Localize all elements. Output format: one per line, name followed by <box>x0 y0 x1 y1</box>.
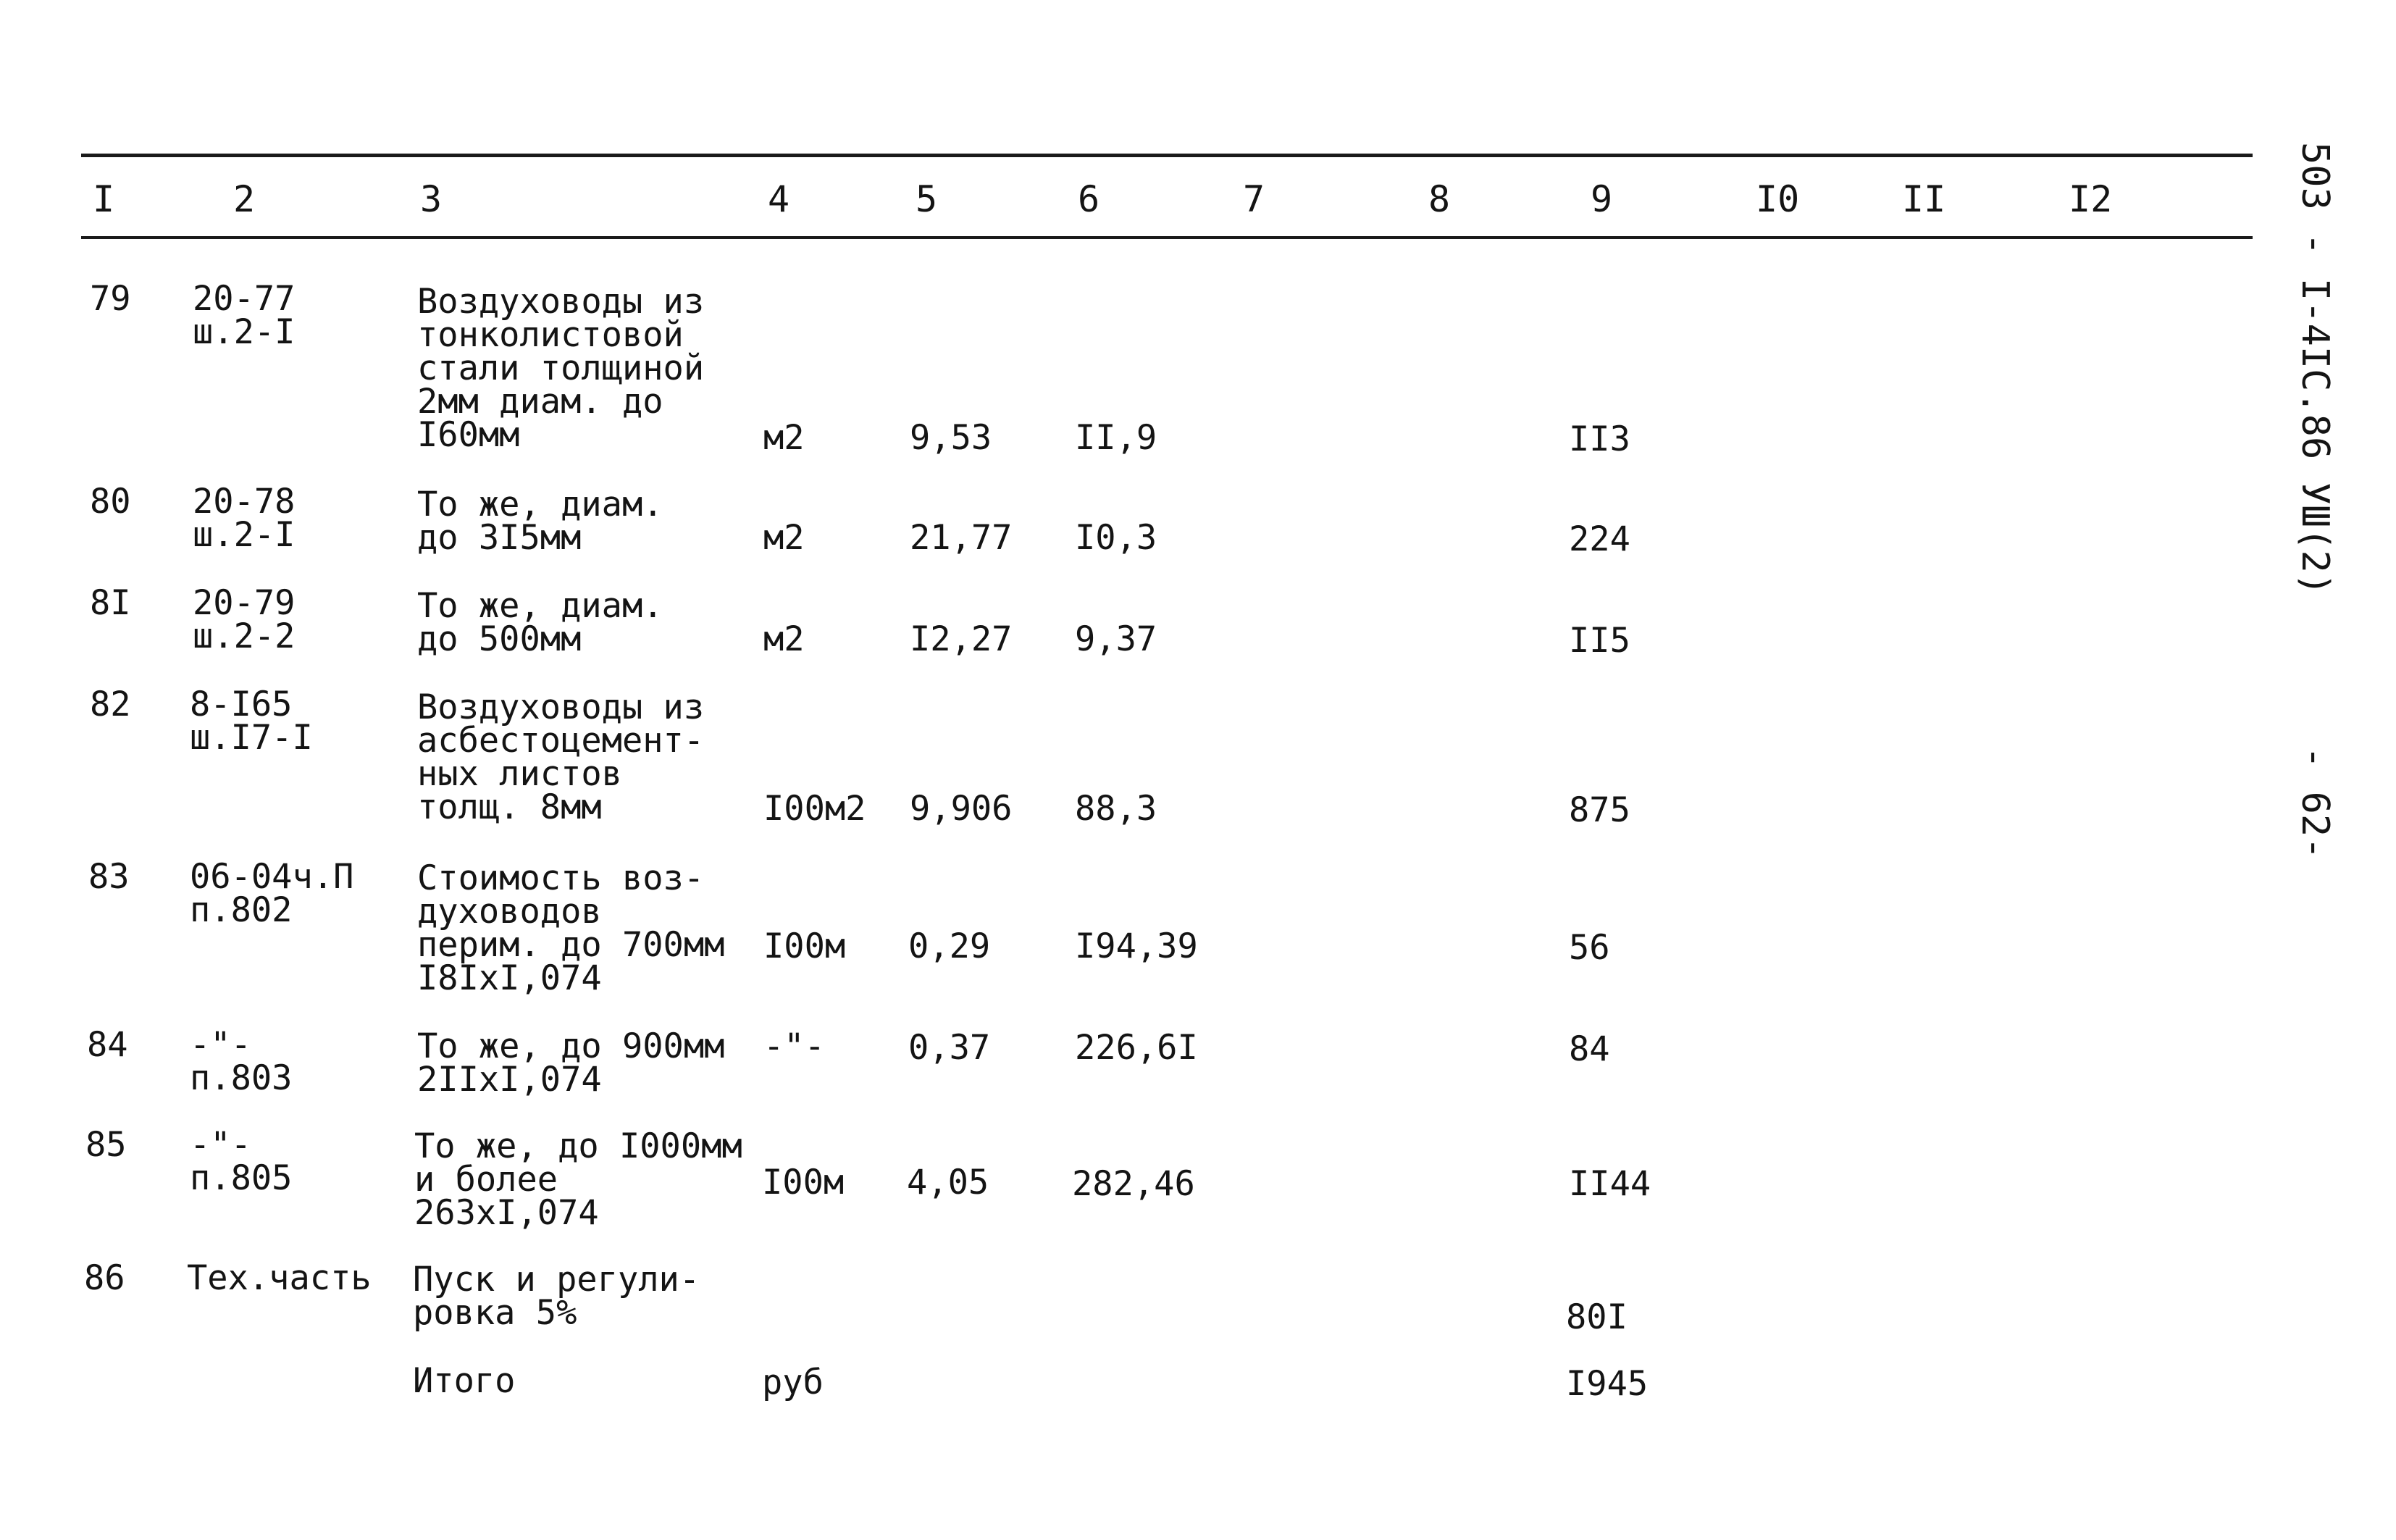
item-name: асбестоцемент- <box>417 721 705 761</box>
unit: м2 <box>763 619 805 659</box>
norm-code: 06-04ч.П <box>190 857 354 897</box>
item-name: I60мм <box>417 415 520 455</box>
row-number: 80 <box>90 482 131 522</box>
unit-price: 88,3 <box>1075 789 1157 829</box>
column-header-11: II <box>1902 178 1946 220</box>
unit-price: 282,46 <box>1072 1164 1195 1204</box>
total-cost: 84 <box>1569 1029 1610 1069</box>
row-number: 82 <box>90 685 131 724</box>
total-cost: II3 <box>1569 419 1630 459</box>
norm-code: 8-I65 <box>190 685 293 724</box>
quantity: 4,05 <box>907 1163 989 1202</box>
table-header-rule <box>81 236 2253 239</box>
column-header-7: 7 <box>1243 178 1265 220</box>
item-name: тонколистовой <box>417 315 684 355</box>
item-name: до 3I5мм <box>417 518 582 558</box>
item-name: духоводов <box>417 892 602 932</box>
column-header-1: I <box>93 178 115 220</box>
table-top-rule <box>81 154 2253 157</box>
row-number: 84 <box>87 1025 128 1065</box>
total-cost: II44 <box>1569 1164 1651 1204</box>
item-name: То же, до I000мм <box>414 1126 742 1166</box>
norm-code: ш.I7-I <box>190 718 313 758</box>
quantity: 9,906 <box>910 789 1013 829</box>
unit-price: II,9 <box>1075 418 1157 458</box>
column-header-9: 9 <box>1591 178 1613 220</box>
total-cost: 80I <box>1566 1297 1628 1337</box>
quantity: I2,27 <box>910 619 1013 659</box>
summary-label: Итого <box>413 1361 516 1401</box>
unit-price: 9,37 <box>1075 619 1157 659</box>
item-name: То же, диам. <box>417 586 663 626</box>
unit: I00м <box>763 926 846 966</box>
column-header-3: 3 <box>420 178 443 220</box>
norm-code: -"- <box>190 1025 251 1065</box>
column-header-12: I2 <box>2069 178 2113 220</box>
page-number: - 62- <box>2293 746 2337 860</box>
total-cost: 875 <box>1569 790 1630 830</box>
total-cost: II5 <box>1569 621 1630 661</box>
quantity: 21,77 <box>910 518 1013 558</box>
unit: I00м2 <box>763 789 866 829</box>
total-cost: 224 <box>1569 519 1630 559</box>
column-header-8: 8 <box>1428 178 1451 220</box>
total-cost: 56 <box>1569 928 1610 968</box>
quantity: 0,29 <box>908 926 991 966</box>
unit: м2 <box>763 518 805 558</box>
item-name: Воздуховоды из <box>417 282 705 322</box>
row-number: 86 <box>84 1258 125 1298</box>
item-name: То же, до 900мм <box>417 1026 725 1066</box>
item-name: То же, диам. <box>417 485 663 524</box>
item-name: 2мм диам. до <box>417 382 663 422</box>
norm-code: п.805 <box>190 1158 293 1198</box>
summary-unit: руб <box>762 1363 824 1402</box>
item-name: I8IxI,074 <box>417 958 602 998</box>
item-name: 2IIxI,074 <box>417 1060 602 1100</box>
unit-price: I94,39 <box>1075 926 1198 966</box>
row-number: 79 <box>90 279 131 319</box>
row-number: 83 <box>88 857 130 897</box>
item-name: перим. до 700мм <box>417 925 725 965</box>
column-header-4: 4 <box>768 178 790 220</box>
norm-code: п.803 <box>190 1058 293 1098</box>
norm-code: 20-79 <box>193 583 296 623</box>
column-header-2: 2 <box>233 178 256 220</box>
item-name: ных листов <box>417 754 622 794</box>
norm-code: п.802 <box>190 890 293 930</box>
item-name: Воздуховоды из <box>417 687 705 727</box>
column-header-5: 5 <box>916 178 938 220</box>
item-name: Стоимость воз- <box>417 858 705 898</box>
item-name: Пуск и регули- <box>413 1260 700 1300</box>
item-name: стали толщиной <box>417 348 705 388</box>
unit: I00м <box>762 1163 845 1202</box>
column-header-6: 6 <box>1078 178 1100 220</box>
unit: -"- <box>763 1026 825 1066</box>
norm-code: 20-78 <box>193 482 296 522</box>
quantity: 0,37 <box>908 1028 991 1068</box>
norm-code: -"- <box>190 1125 251 1165</box>
column-header-10: I0 <box>1756 178 1800 220</box>
document-code: 503 - I-4IC.86 УШ(2) <box>2293 142 2337 596</box>
norm-code: ш.2-I <box>193 515 296 555</box>
norm-code: ш.2-2 <box>193 616 296 656</box>
row-number: 85 <box>85 1125 127 1165</box>
unit-price: 226,6I <box>1075 1028 1198 1068</box>
row-number: 8I <box>90 583 131 623</box>
unit: м2 <box>763 418 805 458</box>
item-name: до 500мм <box>417 619 582 659</box>
unit-price: I0,3 <box>1075 518 1157 558</box>
norm-code: 20-77 <box>193 279 296 319</box>
quantity: 9,53 <box>910 418 992 458</box>
norm-code: Тех.часть <box>187 1258 372 1298</box>
item-name: и более <box>414 1160 558 1200</box>
item-name: ровка 5% <box>413 1293 577 1333</box>
norm-code: ш.2-I <box>193 312 296 352</box>
summary-total: I945 <box>1566 1364 1649 1404</box>
item-name: толщ. 8мм <box>417 787 602 827</box>
item-name: 263xI,074 <box>414 1193 599 1233</box>
